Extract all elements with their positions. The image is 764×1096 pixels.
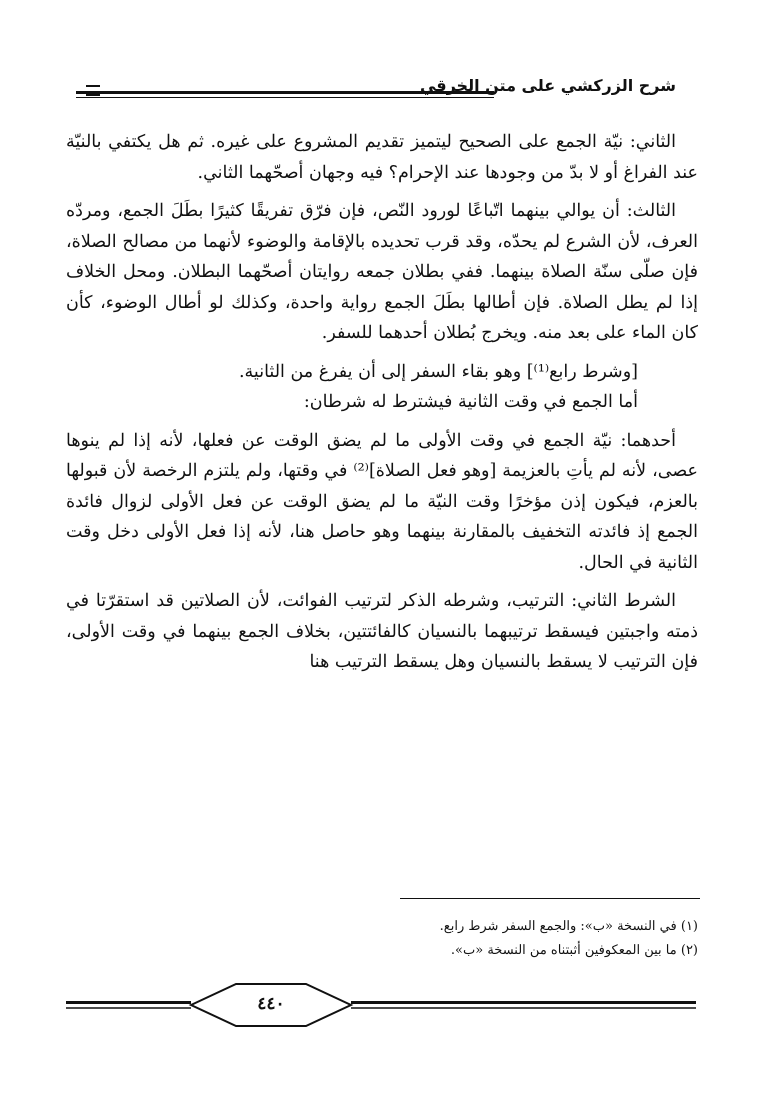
paragraph-third-condition: الثالث: أن يوالي بينهما اتّباعًا لورود النّص، فإن فرّق تفريقًا كثيرًا بطَلَ الجمع، ومردّه العرف، لأن الشرع لم يحدّه، وقد قرب تحديده بالإقامة والوضوء لأنهما من مصالح الصلاة، فإن صلّى سنّة الصلاة بينهما. ففي بطلان جمعه روايتان أصحّهما البطلان. ومحل الخلاف إذا لم يطل الصلاة. فإن أطالها بطَلَ الجمع رواية واحدة، وكذلك لو أطال الوضوء، كأن كان الماء على بعد منه. ويخرج بُطلان أحدهما للسفر. — [66, 201, 698, 343]
paragraph-second-of-two: الشرط الثاني: الترتيب، وشرطه الذكر لترتيب الفوائت، لأن الصلاتين قد استقرّتا في ذمته واجبتين فيسقط ترتيبهما بالنسيان كالفائتتين، بخلاف الجمع بينهما في وقت الأولى، فإن الترتيب لا يسقط بالنسيان وهل يسقط الترتيب هنا — [66, 591, 698, 672]
page-number: ٤٤٠ — [257, 994, 285, 1014]
footnote-2: (٢) ما بين المعكوفين أثبتناه من النسخة «ب». — [450, 943, 698, 958]
footnote-separator — [400, 898, 700, 899]
paragraph-fourth-condition: [وشرط رابع⁽¹⁾] وهو بقاء السفر إلى أن يفرغ من الثانية. — [238, 361, 638, 382]
running-header-title: شرح الزركشي على متن الخرقي — [419, 76, 676, 95]
footnotes — [98, 915, 698, 963]
page-number-frame — [66, 980, 696, 1030]
footnote-1: (١) في النسخة «ب»: والجمع السفر شرط رابع. — [439, 919, 698, 934]
body-text — [66, 127, 698, 678]
paragraph-first-of-two: أحدهما: نيّة الجمع في وقت الأولى ما لم يضق الوقت عن فعلها، لأنه إذا لم ينوها عصى، لأنه لم يأتِ بالعزيمة [وهو فعل الصلاة]⁽²⁾ في وقتها، ولم يلتزم الرخصة لأن قبولها بالعزم، فيكون إذن مؤخرًا وقت النيّة ما لم يضق الوقت عن فعل الأولى لزوال فائدة الجمع إذ فائدته التخفيف بالمقارنة بينهما وهو حاصل هنا، لأنه إذا فعل الأولى دخل وقت الثانية في الحال. — [66, 430, 698, 573]
paragraph-second-condition: الثاني: نيّة الجمع على الصحيح ليتميز تقديم المشروع على غيره. ثم هل يكتفي بالنيّة عند الفراغ أو لا بدّ من وجودها عند الإحرام؟ فيه وجهان أصحّهما الثاني. — [66, 132, 698, 183]
header-rule-thick — [76, 91, 494, 94]
header-rule-thin — [76, 97, 494, 98]
page-number-ornament — [66, 980, 696, 1030]
paragraph-second-time-intro: أما الجمع في وقت الثانية فيشترط له شرطان: — [303, 392, 638, 412]
